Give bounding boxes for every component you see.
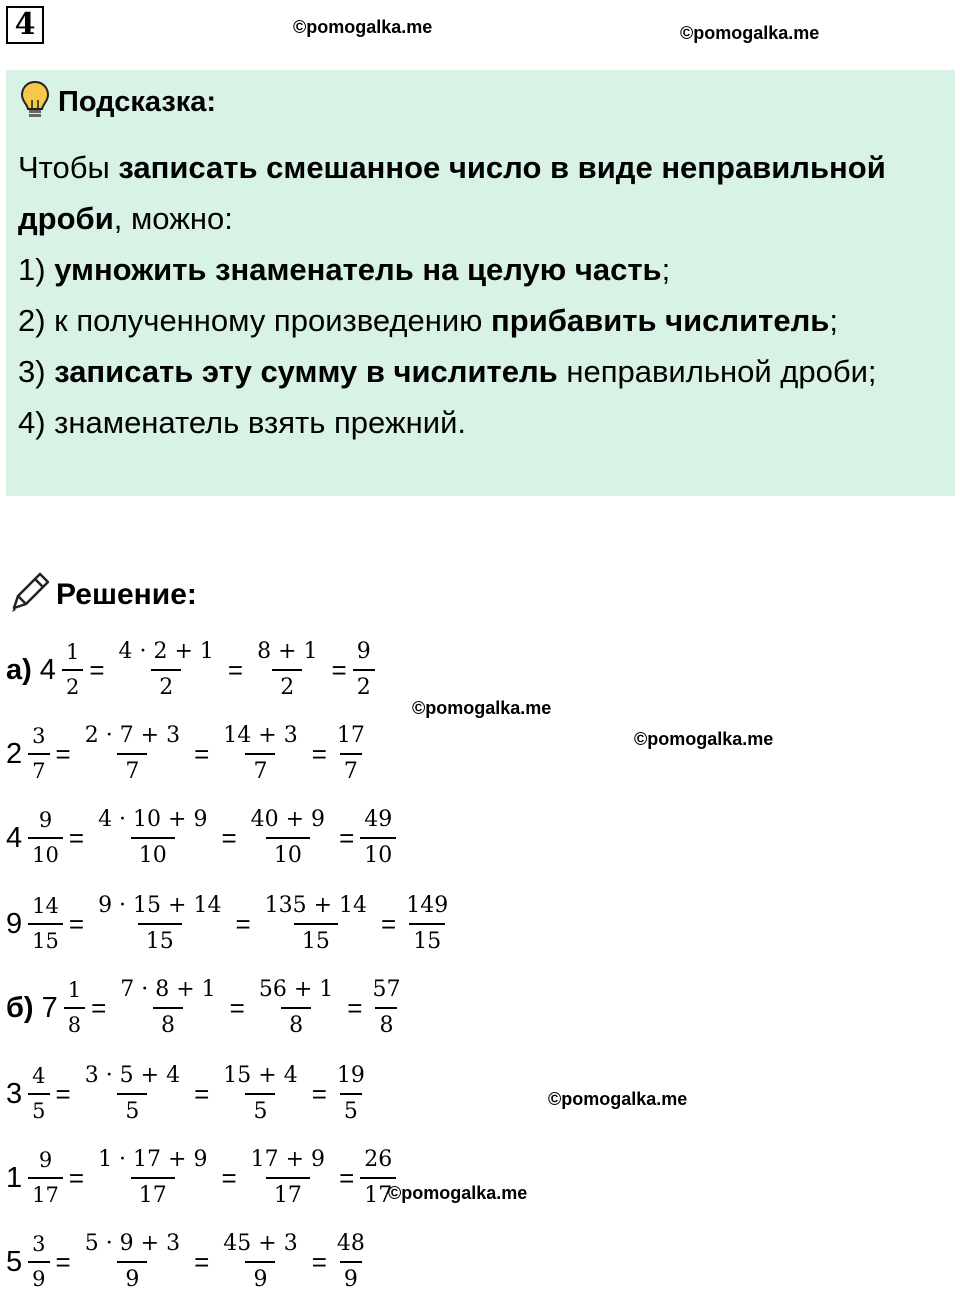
equals-sign: = bbox=[55, 738, 71, 769]
equals-sign: = bbox=[55, 1078, 71, 1109]
hint-line-3 bbox=[18, 254, 670, 285]
text: ; bbox=[661, 252, 671, 287]
result-fraction bbox=[368, 979, 404, 1037]
solution-title: Решение: bbox=[56, 577, 197, 611]
denominator: 2 bbox=[151, 669, 181, 699]
equals-sign: = bbox=[68, 1162, 85, 1193]
numerator: 57 bbox=[372, 977, 401, 1002]
numerator: 149 bbox=[406, 893, 449, 918]
expanded-fraction bbox=[90, 895, 229, 953]
denominator: 8 bbox=[281, 1007, 311, 1037]
denominator: 9 bbox=[245, 1261, 275, 1291]
item-label: а) bbox=[6, 653, 32, 686]
denominator: 17 bbox=[131, 1177, 175, 1207]
expanded-fraction bbox=[77, 1065, 188, 1123]
whole-part: 9 bbox=[6, 907, 23, 940]
watermark: ©pomogalka.me bbox=[388, 1183, 528, 1203]
numerator: 48 bbox=[336, 1231, 365, 1256]
denominator: 5 bbox=[245, 1093, 275, 1123]
lightbulb-icon bbox=[20, 80, 50, 125]
result-fraction bbox=[353, 641, 375, 699]
numerator: 3 bbox=[32, 724, 46, 748]
denominator: 2 bbox=[353, 669, 375, 699]
solution-header bbox=[8, 570, 197, 619]
equation-row bbox=[6, 1220, 369, 1304]
numerator: 7 · 8 + 1 bbox=[120, 977, 216, 1002]
sum-fraction bbox=[215, 1065, 305, 1123]
equals-sign: = bbox=[235, 908, 251, 939]
expanded-fraction bbox=[111, 641, 222, 699]
equation-row bbox=[6, 966, 404, 1050]
numerator: 1 bbox=[65, 640, 80, 664]
denominator: 17 bbox=[266, 1177, 310, 1207]
numerator: 8 + 1 bbox=[257, 639, 318, 664]
result-fraction bbox=[402, 895, 452, 953]
mixed-fraction bbox=[62, 642, 83, 698]
equals-sign: = bbox=[55, 1246, 71, 1277]
numerator: 17 + 9 bbox=[250, 1147, 326, 1172]
numerator: 2 · 7 + 3 bbox=[84, 723, 181, 748]
numerator: 5 · 9 + 3 bbox=[84, 1231, 181, 1256]
denominator: 10 bbox=[131, 837, 175, 867]
text-bold: прибавить числитель bbox=[491, 303, 830, 338]
text-bold: записать эту сумму в числитель bbox=[54, 354, 558, 389]
denominator: 2 bbox=[62, 669, 83, 698]
equals-sign: = bbox=[91, 992, 107, 1023]
denominator: 15 bbox=[138, 923, 182, 953]
text-bold: записать смешанное число в виде неправильной bbox=[118, 150, 886, 185]
numerator: 3 · 5 + 4 bbox=[84, 1063, 181, 1088]
denominator: 7 bbox=[245, 753, 275, 783]
equals-sign: = bbox=[227, 654, 244, 685]
denominator: 10 bbox=[360, 837, 396, 867]
denominator: 9 bbox=[117, 1261, 147, 1291]
denominator: 10 bbox=[28, 837, 63, 866]
mixed-fraction bbox=[28, 810, 63, 866]
text: 1) bbox=[18, 252, 55, 287]
task-number: 4 bbox=[6, 6, 44, 44]
denominator: 17 bbox=[360, 1177, 396, 1207]
numerator: 40 + 9 bbox=[250, 807, 326, 832]
result-fraction bbox=[360, 809, 396, 867]
denominator: 7 bbox=[117, 753, 147, 783]
numerator: 9 bbox=[38, 808, 53, 832]
equals-sign: = bbox=[331, 654, 347, 685]
denominator: 8 bbox=[375, 1007, 397, 1037]
numerator: 9 bbox=[356, 639, 371, 664]
hint-line-1 bbox=[18, 152, 886, 183]
denominator: 8 bbox=[64, 1007, 85, 1036]
hint-title: Подсказка: bbox=[58, 86, 217, 118]
numerator: 9 bbox=[38, 1148, 53, 1172]
hint-line-5 bbox=[18, 356, 877, 387]
equals-sign: = bbox=[194, 738, 210, 769]
expanded-fraction bbox=[90, 809, 215, 867]
sum-fraction bbox=[249, 641, 325, 699]
equation-row bbox=[6, 882, 452, 966]
text: Чтобы bbox=[18, 150, 119, 185]
denominator: 8 bbox=[153, 1007, 183, 1037]
expanded-fraction bbox=[77, 1233, 188, 1291]
numerator: 9 · 15 + 14 bbox=[98, 893, 222, 918]
equation-row bbox=[6, 1052, 369, 1136]
text: , можно: bbox=[113, 201, 233, 236]
whole-part: 3 bbox=[6, 1077, 23, 1110]
mixed-fraction bbox=[28, 726, 49, 782]
whole-part: 1 bbox=[6, 1161, 23, 1194]
text: 4) знаменатель взять прежний. bbox=[18, 405, 467, 440]
equals-sign: = bbox=[229, 992, 245, 1023]
numerator: 45 + 3 bbox=[223, 1231, 298, 1256]
result-fraction bbox=[333, 1233, 369, 1291]
denominator: 5 bbox=[340, 1093, 362, 1123]
equation-row bbox=[6, 796, 396, 880]
text: 3) bbox=[18, 354, 55, 389]
denominator: 17 bbox=[28, 1177, 63, 1206]
item-label: б) bbox=[6, 991, 34, 1024]
numerator: 14 + 3 bbox=[223, 723, 298, 748]
equals-sign: = bbox=[339, 1162, 355, 1193]
denominator: 15 bbox=[28, 923, 63, 952]
equals-sign: = bbox=[221, 1162, 237, 1193]
result-fraction bbox=[333, 1065, 369, 1123]
equals-sign: = bbox=[89, 654, 105, 685]
mixed-fraction bbox=[28, 1066, 49, 1122]
equals-sign: = bbox=[68, 908, 85, 939]
equation-row bbox=[6, 712, 369, 796]
denominator: 5 bbox=[117, 1093, 147, 1123]
equals-sign: = bbox=[311, 1246, 327, 1277]
watermark: ©pomogalka.me bbox=[293, 17, 433, 37]
whole-part: 4 bbox=[39, 653, 56, 686]
text: ; bbox=[829, 303, 838, 338]
numerator: 15 + 4 bbox=[223, 1063, 298, 1088]
text: 2) к полученному произведению bbox=[18, 303, 492, 338]
equals-sign: = bbox=[311, 1078, 327, 1109]
denominator: 15 bbox=[294, 923, 338, 953]
sum-fraction bbox=[215, 1233, 305, 1291]
expanded-fraction bbox=[77, 725, 188, 783]
hint-line-4 bbox=[18, 305, 838, 336]
equation-row bbox=[6, 1136, 396, 1220]
numerator: 49 bbox=[364, 807, 393, 832]
sum-fraction bbox=[251, 979, 341, 1037]
numerator: 56 + 1 bbox=[258, 977, 334, 1002]
denominator: 9 bbox=[340, 1261, 362, 1291]
whole-part: 5 bbox=[6, 1245, 23, 1278]
hint-line-2 bbox=[18, 203, 233, 234]
numerator: 14 bbox=[32, 894, 59, 918]
denominator: 9 bbox=[28, 1261, 49, 1290]
whole-part: 4 bbox=[6, 821, 23, 854]
numerator: 4 bbox=[32, 1064, 46, 1088]
result-fraction bbox=[360, 1149, 396, 1207]
equals-sign: = bbox=[381, 908, 397, 939]
pencil-icon bbox=[8, 570, 50, 619]
result-fraction bbox=[333, 725, 369, 783]
expanded-fraction bbox=[112, 979, 223, 1037]
denominator: 15 bbox=[409, 923, 445, 953]
sum-fraction bbox=[243, 809, 333, 867]
equals-sign: = bbox=[311, 738, 327, 769]
numerator: 135 + 14 bbox=[264, 893, 368, 918]
hint-header bbox=[20, 80, 216, 125]
whole-part: 7 bbox=[41, 991, 58, 1024]
denominator: 7 bbox=[28, 753, 49, 782]
watermark: ©pomogalka.me bbox=[412, 698, 552, 718]
denominator: 5 bbox=[28, 1093, 49, 1122]
expanded-fraction bbox=[90, 1149, 215, 1207]
denominator: 10 bbox=[266, 837, 310, 867]
equals-sign: = bbox=[68, 822, 85, 853]
numerator: 19 bbox=[336, 1063, 365, 1088]
mixed-fraction bbox=[28, 1150, 63, 1206]
denominator: 2 bbox=[272, 669, 302, 699]
equals-sign: = bbox=[194, 1078, 210, 1109]
equals-sign: = bbox=[339, 822, 355, 853]
equals-sign: = bbox=[347, 992, 363, 1023]
whole-part: 2 bbox=[6, 737, 23, 770]
mixed-fraction bbox=[28, 896, 63, 952]
text-bold: умножить знаменатель на целую часть bbox=[54, 252, 662, 287]
numerator: 26 bbox=[364, 1147, 393, 1172]
text: неправильной дроби; bbox=[557, 354, 877, 389]
hint-line-6 bbox=[18, 407, 466, 438]
watermark: ©pomogalka.me bbox=[634, 729, 774, 749]
equals-sign: = bbox=[221, 822, 237, 853]
sum-fraction bbox=[215, 725, 305, 783]
hint-box bbox=[6, 70, 955, 496]
equation-row bbox=[6, 628, 375, 712]
watermark: ©pomogalka.me bbox=[680, 23, 820, 43]
numerator: 17 bbox=[336, 723, 365, 748]
text-bold: дроби bbox=[18, 201, 114, 236]
watermark: ©pomogalka.me bbox=[548, 1089, 688, 1109]
numerator: 3 bbox=[32, 1232, 46, 1256]
sum-fraction bbox=[243, 1149, 333, 1207]
sum-fraction bbox=[257, 895, 375, 953]
mixed-fraction bbox=[28, 1234, 49, 1290]
numerator: 1 · 17 + 9 bbox=[98, 1147, 208, 1172]
mixed-fraction bbox=[64, 980, 85, 1036]
equals-sign: = bbox=[194, 1246, 210, 1277]
numerator: 1 bbox=[67, 978, 82, 1002]
denominator: 7 bbox=[340, 753, 362, 783]
numerator: 4 · 2 + 1 bbox=[118, 639, 214, 664]
numerator: 4 · 10 + 9 bbox=[98, 807, 208, 832]
